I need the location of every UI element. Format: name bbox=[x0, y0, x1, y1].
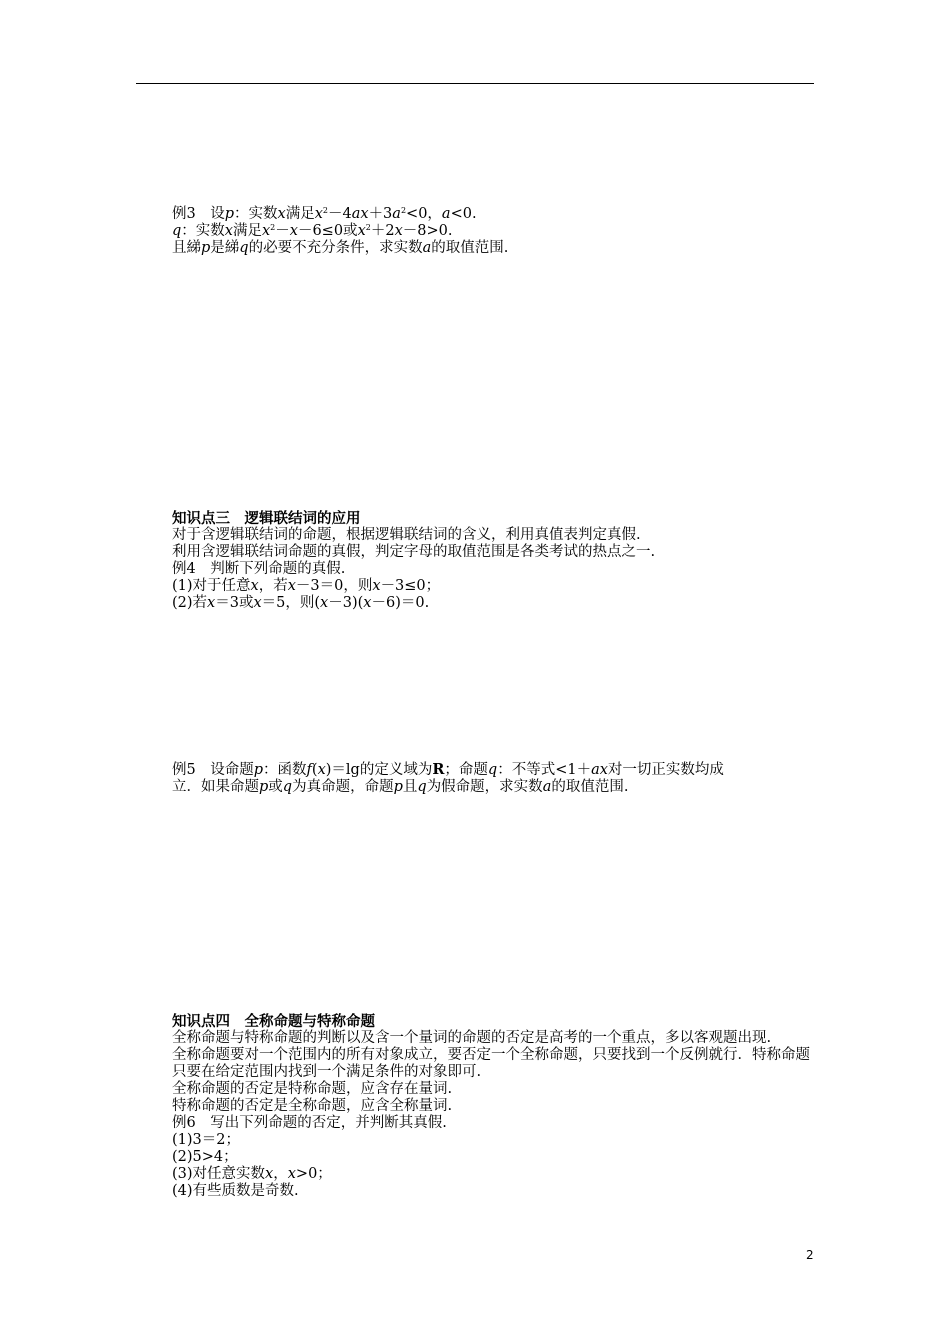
example-3-line-1: 例3 设p：实数x满足$x^2-4ax+3a^2<0$，a<0. bbox=[172, 206, 477, 222]
example-5-line-2: 立．如果命题p或q为真命题，命题p且q为假命题，求实数a的取值范围. bbox=[172, 779, 629, 795]
section-4-paragraph-4: 特称命题的否定是全称命题，应含全称量词. bbox=[172, 1098, 453, 1114]
section-3-paragraph-2: 利用含逻辑联结词命题的真假，判定字母的取值范围是各类考试的热点之一. bbox=[172, 544, 656, 560]
section-3-paragraph-1: 对于含逻辑联结词的命题，根据逻辑联结词的含义，利用真值表判定真假. bbox=[172, 527, 641, 543]
example-3-line-2: q：实数x满足$x^2-x-6\le 0$或$x^2+2x-8>0$. bbox=[172, 223, 453, 239]
example-4-item-1: (1)对于任意x，若x－3＝0，则x－3≤0； bbox=[172, 578, 441, 594]
example-3 bbox=[172, 206, 814, 257]
example-6-item-4: (4)有些质数是奇数. bbox=[172, 1183, 299, 1199]
header-rule bbox=[136, 83, 814, 84]
section-4-heading: 知识点四 全称命题与特称命题 bbox=[172, 1013, 375, 1030]
section-3-heading: 知识点三 逻辑联结词的应用 bbox=[172, 510, 361, 527]
section-4 bbox=[172, 1013, 814, 1200]
example-6-title: 例6 写出下列命题的否定，并判断其真假. bbox=[172, 1115, 447, 1131]
example-4-title: 例4 判断下列命题的真假. bbox=[172, 561, 346, 577]
example-6-item-1: (1)3＝2； bbox=[172, 1132, 240, 1148]
example-5 bbox=[172, 761, 814, 796]
example-6-item-3: (3)对任意实数x，x>0； bbox=[172, 1166, 332, 1182]
example-3-line-3: 且綈p是綈q的必要不充分条件，求实数a的取值范围. bbox=[172, 240, 509, 256]
example-6-item-2: (2)5>4； bbox=[172, 1149, 238, 1165]
section-4-paragraph-3: 全称命题的否定是特称命题，应含存在量词. bbox=[172, 1081, 453, 1097]
section-3 bbox=[172, 510, 814, 612]
example-5-line-1: 例5 设命题p：函数f(x)＝lg的定义域为R；命题q：不等式<1＋ax对一切正实数均成 bbox=[172, 761, 724, 778]
example-4-item-2: (2)若x＝3或x＝5，则(x－3)(x－6)＝0. bbox=[172, 595, 430, 611]
page-number: 2 bbox=[806, 1248, 814, 1262]
section-4-paragraph-2: 全称命题要对一个范围内的所有对象成立，要否定一个全称命题，只要找到一个反例就行．特称命题只要在给定范围内找到一个满足条件的对象即可. bbox=[172, 1047, 810, 1080]
section-4-paragraph-1: 全称命题与特称命题的判断以及含一个量词的命题的否定是高考的一个重点，多以客观题出现. bbox=[172, 1030, 772, 1046]
